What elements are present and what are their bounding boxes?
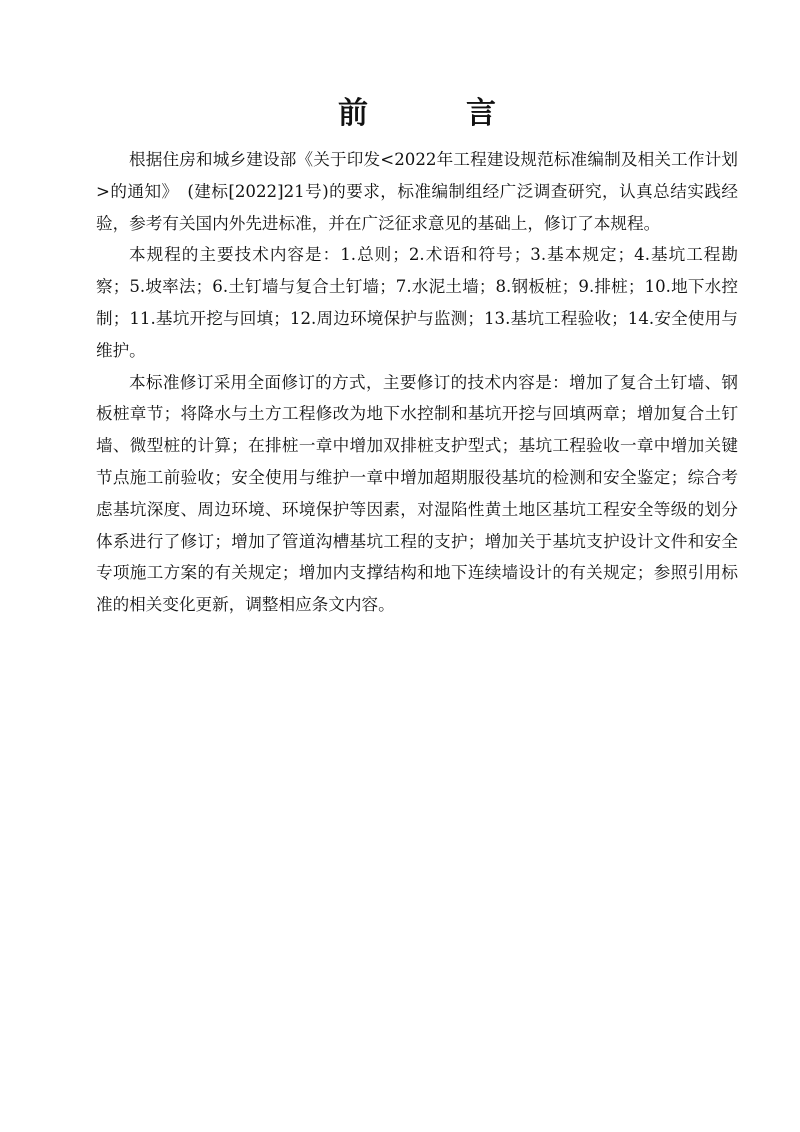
paragraph-basis: 根据住房和城乡建设部《关于印发<2022年工程建设规范标准编制及相关工作计划>的通知》 (建标[2022]21号)的要求，标准编制组经广泛调查研究，认真总结实践经验，参考有关国内外先进标准，并在广泛征求意见的基础上，修订了本规程。 [96,150,738,233]
document-page [96,0,738,621]
paragraph-main-contents: 本规程的主要技术内容是：1.总则；2.术语和符号；3.基本规定；4.基坑工程勘察；5.坡率法；6.土钉墙与复合土钉墙；7.水泥土墙；8.钢板桩；9.排桩；10.地下水控制；11.基坑开挖与回填；12.周边环境保护与监测；13.基坑工程验收；14.安全使用与维护。 [96,245,738,360]
page-title: 前 言 [338,96,530,131]
paragraph-revision-contents: 本标准修订采用全面修订的方式，主要修订的技术内容是：增加了复合土钉墙、钢板桩章节；将降水与土方工程修改为地下水控制和基坑开挖与回填两章；增加复合土钉墙、微型桩的计算；在排桩一章中增加双排桩支护型式；基坑工程验收一章中增加关键节点施工前验收；安全使用与维护一章中增加超期服役基坑的检测和安全鉴定；综合考虑基坑深度、周边环境、环境保护等因素，对湿陷性黄土地区基坑工程安全等级的划分体系进行了修订；增加了管道沟槽基坑工程的支护；增加关于基坑支护设计文件和安全专项施工方案的有关规定；增加内支撑结构和地下连续墙设计的有关规定；参照引用标准的相关变化更新，调整相应条文内容。 [96,372,738,615]
